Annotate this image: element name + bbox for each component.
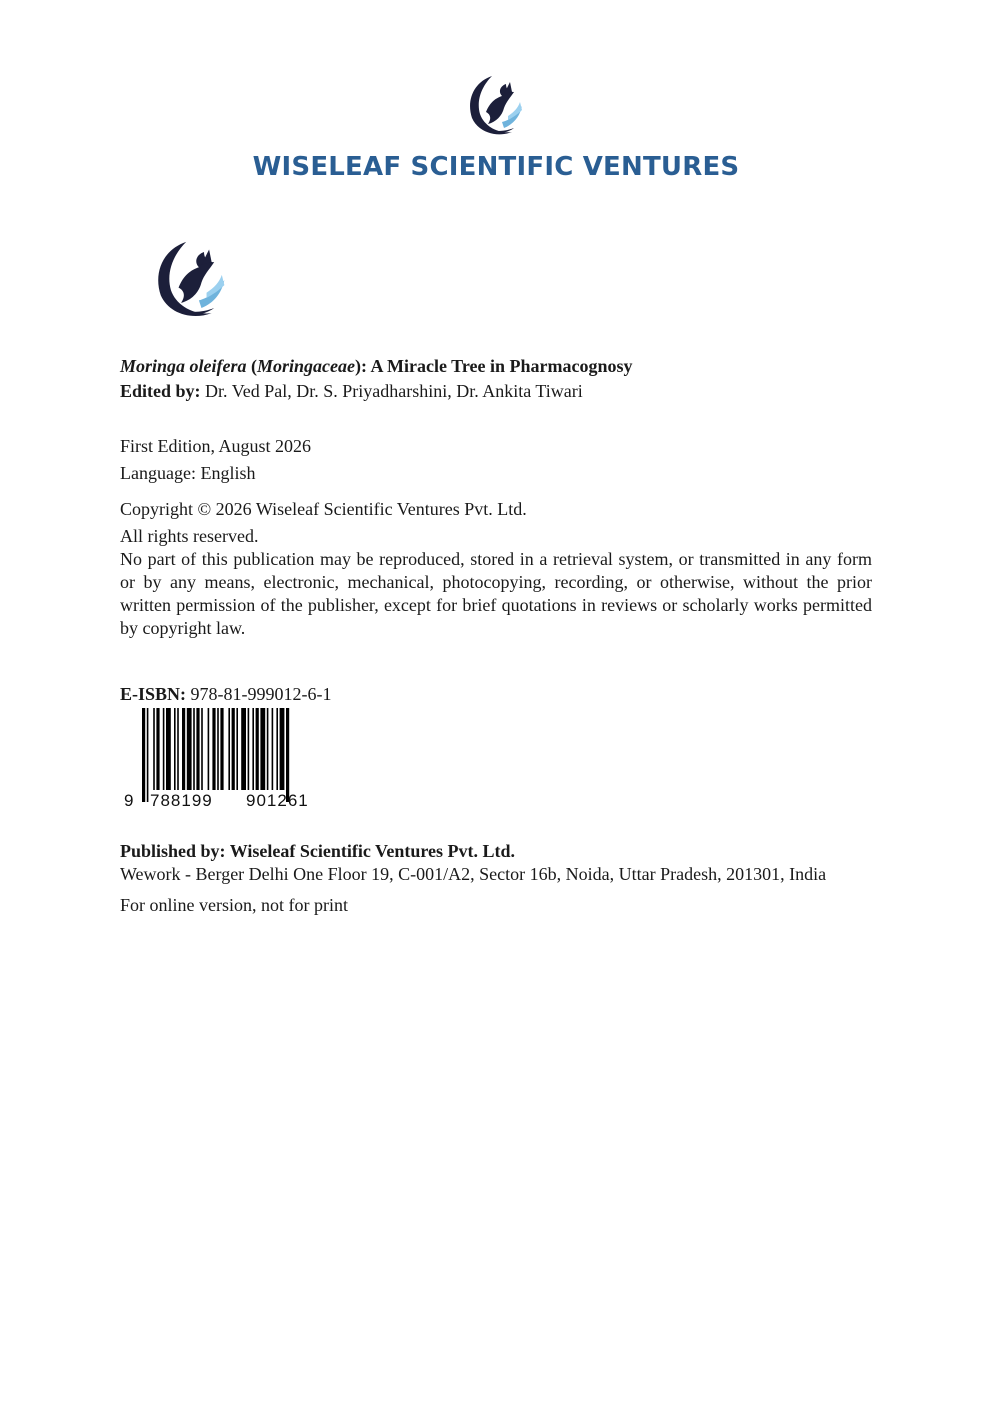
barcode-digits-left: 788199 — [150, 791, 213, 810]
barcode-bar — [187, 708, 192, 790]
barcode-bar — [252, 708, 254, 790]
language-text: Language: English — [120, 463, 256, 483]
barcode-bar — [217, 708, 219, 790]
barcode-bar — [193, 708, 195, 790]
barcode-bar — [166, 708, 171, 790]
copyright-line: Copyright © 2026 Wiseleaf Scientific Ventures Pvt. Ltd. — [120, 499, 527, 519]
title-species: Moringa oleifera — [120, 356, 247, 376]
book-title — [120, 355, 872, 378]
edition-text: First Edition, August 2026 — [120, 436, 312, 456]
editors-line — [120, 380, 872, 403]
barcode-bar — [276, 708, 278, 790]
publisher-block — [120, 840, 872, 917]
isbn-barcode — [120, 706, 346, 810]
barcode-bar — [156, 708, 159, 790]
barcode-bar — [232, 708, 235, 790]
barcode-bar — [201, 708, 203, 790]
barcode-bar — [177, 708, 179, 790]
barcode-bar — [208, 708, 210, 790]
barcode-bar — [256, 708, 259, 790]
isbn-label: E-ISBN: — [120, 684, 187, 704]
barcode-bar — [260, 708, 265, 790]
barcode-digit-first: 9 — [124, 791, 134, 810]
barcode-bar — [241, 708, 246, 790]
title-family: Moringaceae — [257, 356, 356, 376]
barcode-bar — [174, 708, 176, 790]
barcode-digits-right: 901261 — [246, 791, 309, 810]
isbn-value: 978-81-999012-6-1 — [186, 684, 332, 704]
barcode-bar — [236, 708, 238, 790]
barcode-bar — [220, 708, 223, 790]
online-version-note: For online version, not for print — [120, 895, 348, 915]
publisher-brand-name: WISELEAF SCIENTIFIC VENTURES — [252, 152, 740, 182]
barcode-bar — [182, 708, 185, 790]
rights-reserved: All rights reserved. — [120, 526, 259, 546]
barcode-bar — [248, 708, 250, 790]
title-open-paren: ( — [246, 356, 258, 376]
edition-block — [120, 435, 872, 485]
edited-by-label: Edited by: — [120, 381, 201, 401]
copyright-notice: No part of this publication may be reproduced, stored in a retrieval system, or transmitted in any form or by any means, electronic, mechanical, photocopying, recording, or otherwise, without the prior written permission of the publisher, except for brief quotations in reviews or scholarly works permitted by copyright law. — [120, 549, 872, 638]
publisher-address: Wework - Berger Delhi One Floor 19, C-001/A2, Sector 16b, Noida, Uttar Pradesh, 201301, India — [120, 864, 827, 884]
barcode-bar — [142, 708, 145, 802]
title-block — [120, 355, 872, 403]
barcode-bars — [142, 708, 289, 802]
title-rest: ): A Miracle Tree in Pharmacognosy — [355, 356, 633, 376]
barcode-bar — [163, 708, 165, 790]
barcode-bar — [286, 708, 289, 802]
barcode-bar — [153, 708, 155, 790]
copyright-block — [120, 498, 872, 640]
barcode-bar — [272, 708, 274, 790]
editor-names: Dr. Ved Pal, Dr. S. Priyadharshini, Dr. Ankita Tiwari — [200, 381, 583, 401]
publisher-logo-icon — [462, 72, 528, 140]
barcode-bar — [280, 708, 285, 790]
isbn-line — [120, 683, 872, 706]
published-by: Published by: Wiseleaf Scientific Ventures Pvt. Ltd. — [120, 841, 516, 861]
barcode-bar — [147, 708, 149, 802]
barcode-bar — [228, 708, 230, 790]
barcode-bar — [267, 708, 269, 790]
publisher-logo-small-icon — [148, 234, 232, 326]
barcode-bar — [196, 708, 199, 790]
barcode-bar — [212, 708, 215, 790]
